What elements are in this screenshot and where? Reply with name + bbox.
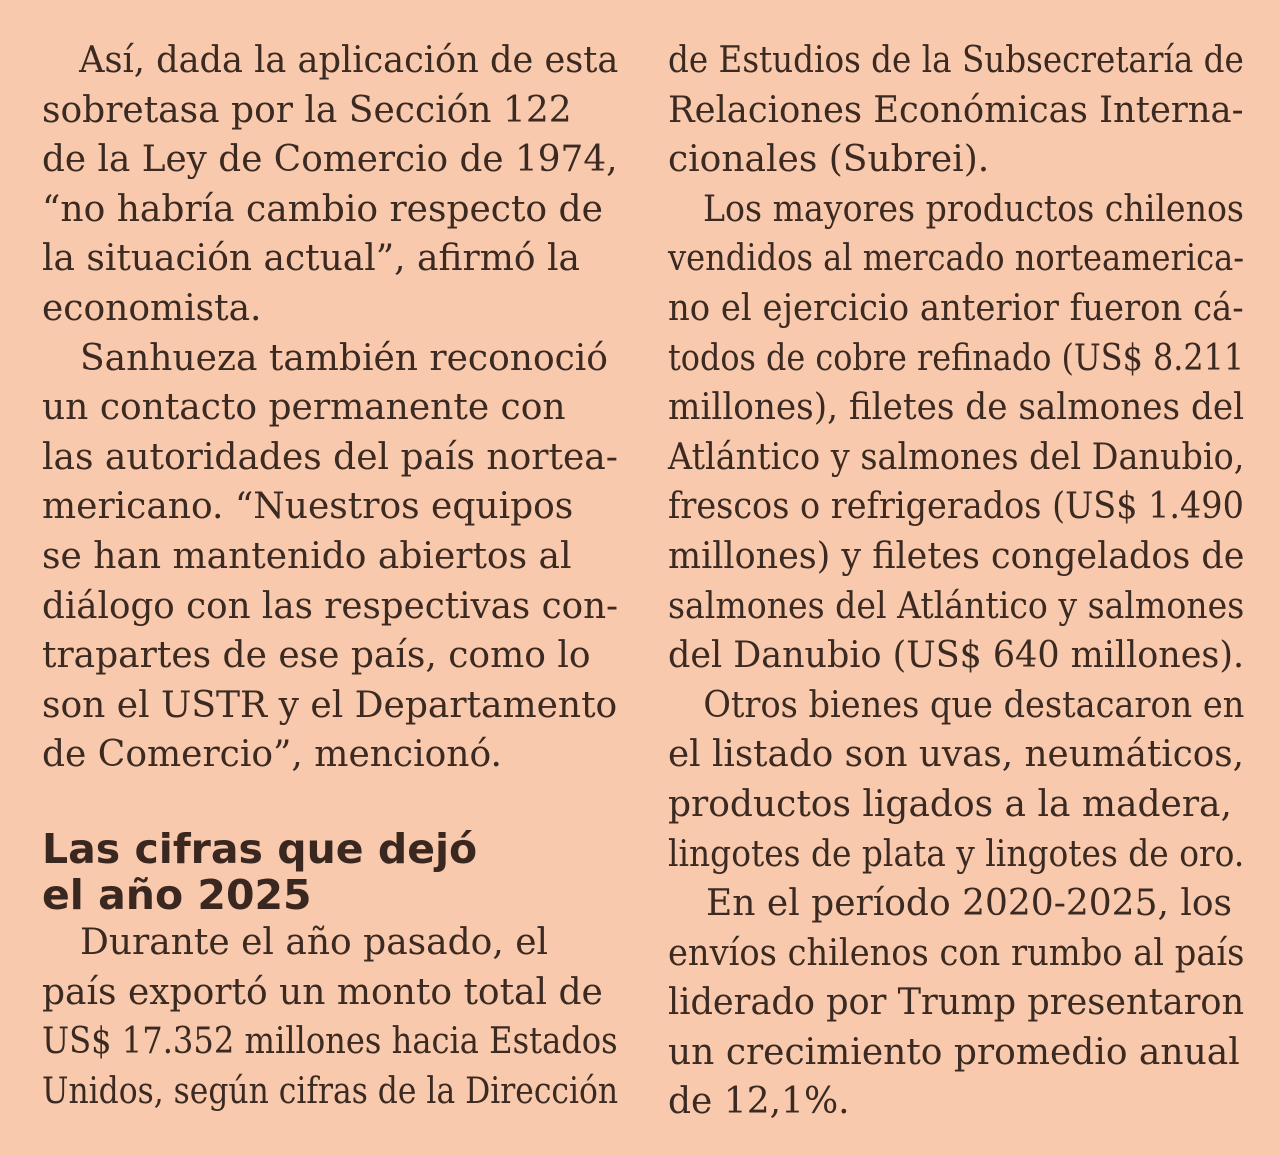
text-line: “no habría cambio respecto de — [42, 188, 603, 230]
article-column-left — [42, 36, 618, 1116]
text-line: del Danubio (US$ 640 millones). — [668, 635, 1245, 677]
text-line: US$ 17.352 millones hacia Estados — [42, 1021, 618, 1063]
article-column-right — [668, 36, 1244, 1127]
text-line: En el período 2020-2025, los — [706, 883, 1233, 925]
text-line: de Estudios de la Subsecretaría de — [668, 40, 1244, 81]
paragraph — [668, 879, 1244, 1127]
text-line: trapartes de ese país, como lo — [42, 635, 591, 677]
paragraph — [668, 36, 1244, 185]
text-line: país exportó un monto total de — [42, 971, 603, 1013]
text-line: de la Ley de Comercio de 1974, — [42, 139, 618, 181]
text-line: Los mayores productos chilenos — [703, 188, 1244, 230]
text-line: el listado son uvas, neumáticos, — [668, 734, 1244, 776]
text-line: la situación actual”, afirmó la — [42, 238, 580, 280]
text-line: Sanhueza también reconoció — [80, 337, 608, 379]
text-line: las autoridades del país nortea- — [42, 436, 618, 478]
paragraph — [668, 681, 1244, 879]
text-line: productos ligados a la madera, — [668, 783, 1232, 825]
paragraph — [668, 185, 1244, 681]
text-line: cionales (Subrei). — [668, 139, 990, 181]
text-line: diálogo con las respectivas con- — [42, 585, 619, 627]
text-line: un crecimiento promedio anual — [668, 1031, 1240, 1073]
text-line: no el ejercicio anterior fueron cá- — [668, 287, 1244, 329]
text-line: todos de cobre refinado (US$ 8.211 — [668, 337, 1245, 379]
text-line: vendidos al mercado norteamerica- — [668, 238, 1245, 280]
heading-line: el año 2025 — [42, 870, 312, 919]
text-line: Relaciones Económicas Interna- — [668, 89, 1244, 131]
heading-line: Las cifras que dejó — [42, 824, 478, 873]
text-line: Unidos, según cifras de la Dirección — [42, 1070, 619, 1112]
section-spacer — [42, 780, 618, 826]
section-heading — [42, 826, 618, 918]
text-line: de Comercio”, mencionó. — [42, 734, 502, 776]
text-line: se han mantenido abiertos al — [42, 535, 572, 577]
text-line: economista. — [42, 287, 262, 329]
text-line: lingotes de plata y lingotes de oro. — [668, 833, 1245, 875]
text-line: frescos o refrigerados (US$ 1.490 — [668, 486, 1244, 528]
text-line: millones), filetes de salmones del — [668, 387, 1245, 429]
paragraph — [42, 36, 618, 334]
text-line: sobretasa por la Sección 122 — [42, 89, 572, 131]
text-line: envíos chilenos con rumbo al país — [668, 932, 1245, 974]
text-line: Atlántico y salmones del Danubio, — [668, 436, 1245, 478]
text-line: liderado por Trump presentaron — [668, 982, 1245, 1024]
text-line: de 12,1%. — [668, 1081, 850, 1123]
text-line: mericano. “Nuestros equipos — [42, 486, 574, 528]
text-line: Así, dada la aplicación de esta — [79, 40, 619, 81]
paragraph — [42, 918, 618, 1116]
text-line: salmones del Atlántico y salmones — [668, 585, 1245, 627]
text-line: Durante el año pasado, el — [80, 921, 549, 963]
paragraph — [42, 334, 618, 780]
text-line: son el USTR y el Departamento — [42, 684, 618, 726]
text-line: millones) y filetes congelados de — [668, 535, 1245, 577]
text-line: Otros bienes que destacaron en — [703, 684, 1245, 726]
text-line: un contacto permanente con — [42, 387, 566, 429]
